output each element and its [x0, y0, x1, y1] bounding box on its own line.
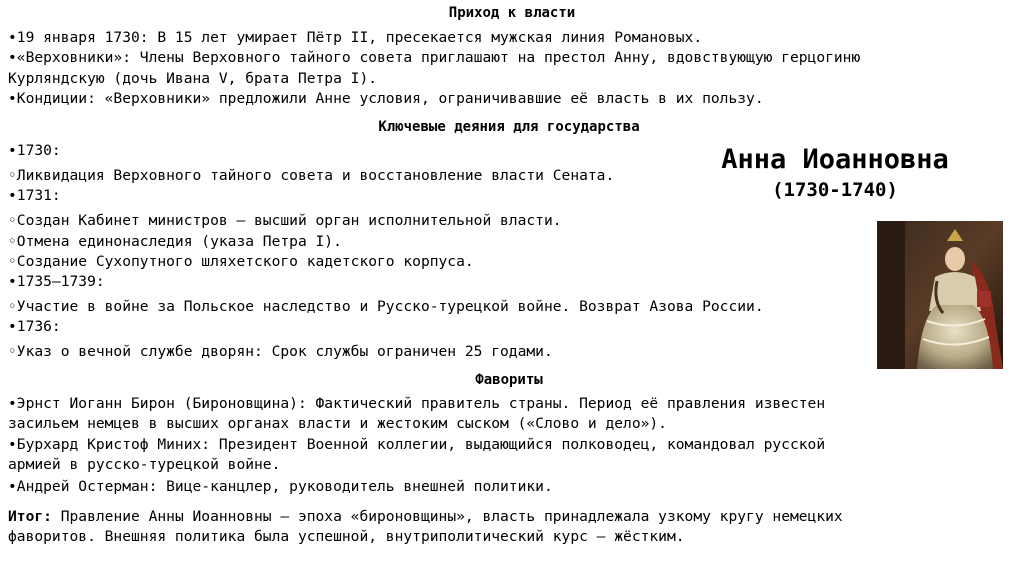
portrait-image	[877, 221, 1003, 369]
conclusion-text: Правление Анны Иоанновны — эпоха «бироновщины», власть принадлежала узкому кругу немецких	[51, 508, 843, 525]
text-line: •Кондиции: «Верховники» предложили Анне условия, ограничивавшие её власть в их пользу.	[8, 90, 764, 107]
text-line: Курляндскую (дочь Ивана V, брата Петра I).	[8, 70, 378, 87]
ruler-years: (1730-1740)	[772, 179, 898, 201]
heading-key-deeds: Ключевые деяния для государства	[378, 119, 640, 135]
conclusion-line: фаворитов. Внешняя политика была успешной, внутриполитический курс — жёстким.	[8, 528, 685, 545]
text-line: •Эрнст Иоганн Бирон (Бироновщина): Фактический правитель страны. Период её правления известен	[8, 395, 826, 412]
heading-favorites: Фавориты	[475, 372, 543, 388]
text-line: ◦Отмена единонаследия (указа Петра I).	[8, 233, 342, 250]
conclusion-label: Итог:	[8, 508, 52, 525]
text-line: •Бурхард Кристоф Миних: Президент Военной коллегии, выдающийся полководец, командовал русской	[8, 436, 826, 453]
text-line: ◦Создание Сухопутного шляхетского кадетского корпуса.	[8, 253, 474, 270]
text-line: •1731:	[8, 187, 61, 204]
text-line: ◦Ликвидация Верховного тайного совета и восстановление власти Сената.	[8, 167, 615, 184]
text-line: •1730:	[8, 142, 61, 159]
text-line: •19 января 1730: В 15 лет умирает Пётр II, пресекается мужская линия Романовых.	[8, 29, 703, 46]
text-line: •Андрей Остерман: Вице-канцлер, руководитель внешней политики.	[8, 478, 553, 495]
heading-accession: Приход к власти	[448, 5, 576, 21]
conclusion-line	[8, 507, 843, 527]
text-line: ◦Участие в войне за Польское наследство и Русско-турецкой войне. Возврат Азова России.	[8, 298, 764, 315]
text-line: ◦Создан Кабинет министров — высший орган исполнительной власти.	[8, 212, 562, 229]
text-line: ◦Указ о вечной службе дворян: Срок службы ограничен 25 годами.	[8, 343, 553, 360]
text-line: •1736:	[8, 318, 61, 335]
ruler-name: Анна Иоанновна	[721, 144, 949, 175]
text-line: армией в русско-турецкой войне.	[8, 456, 281, 473]
text-line: засильем немцев в высших органах власти и жестоким сыском («Слово и дело»).	[8, 415, 667, 432]
text-line: •1735–1739:	[8, 273, 105, 290]
text-line: •«Верховники»: Члены Верховного тайного совета приглашают на престол Анну, вдовствующую герцогиню	[8, 49, 861, 66]
